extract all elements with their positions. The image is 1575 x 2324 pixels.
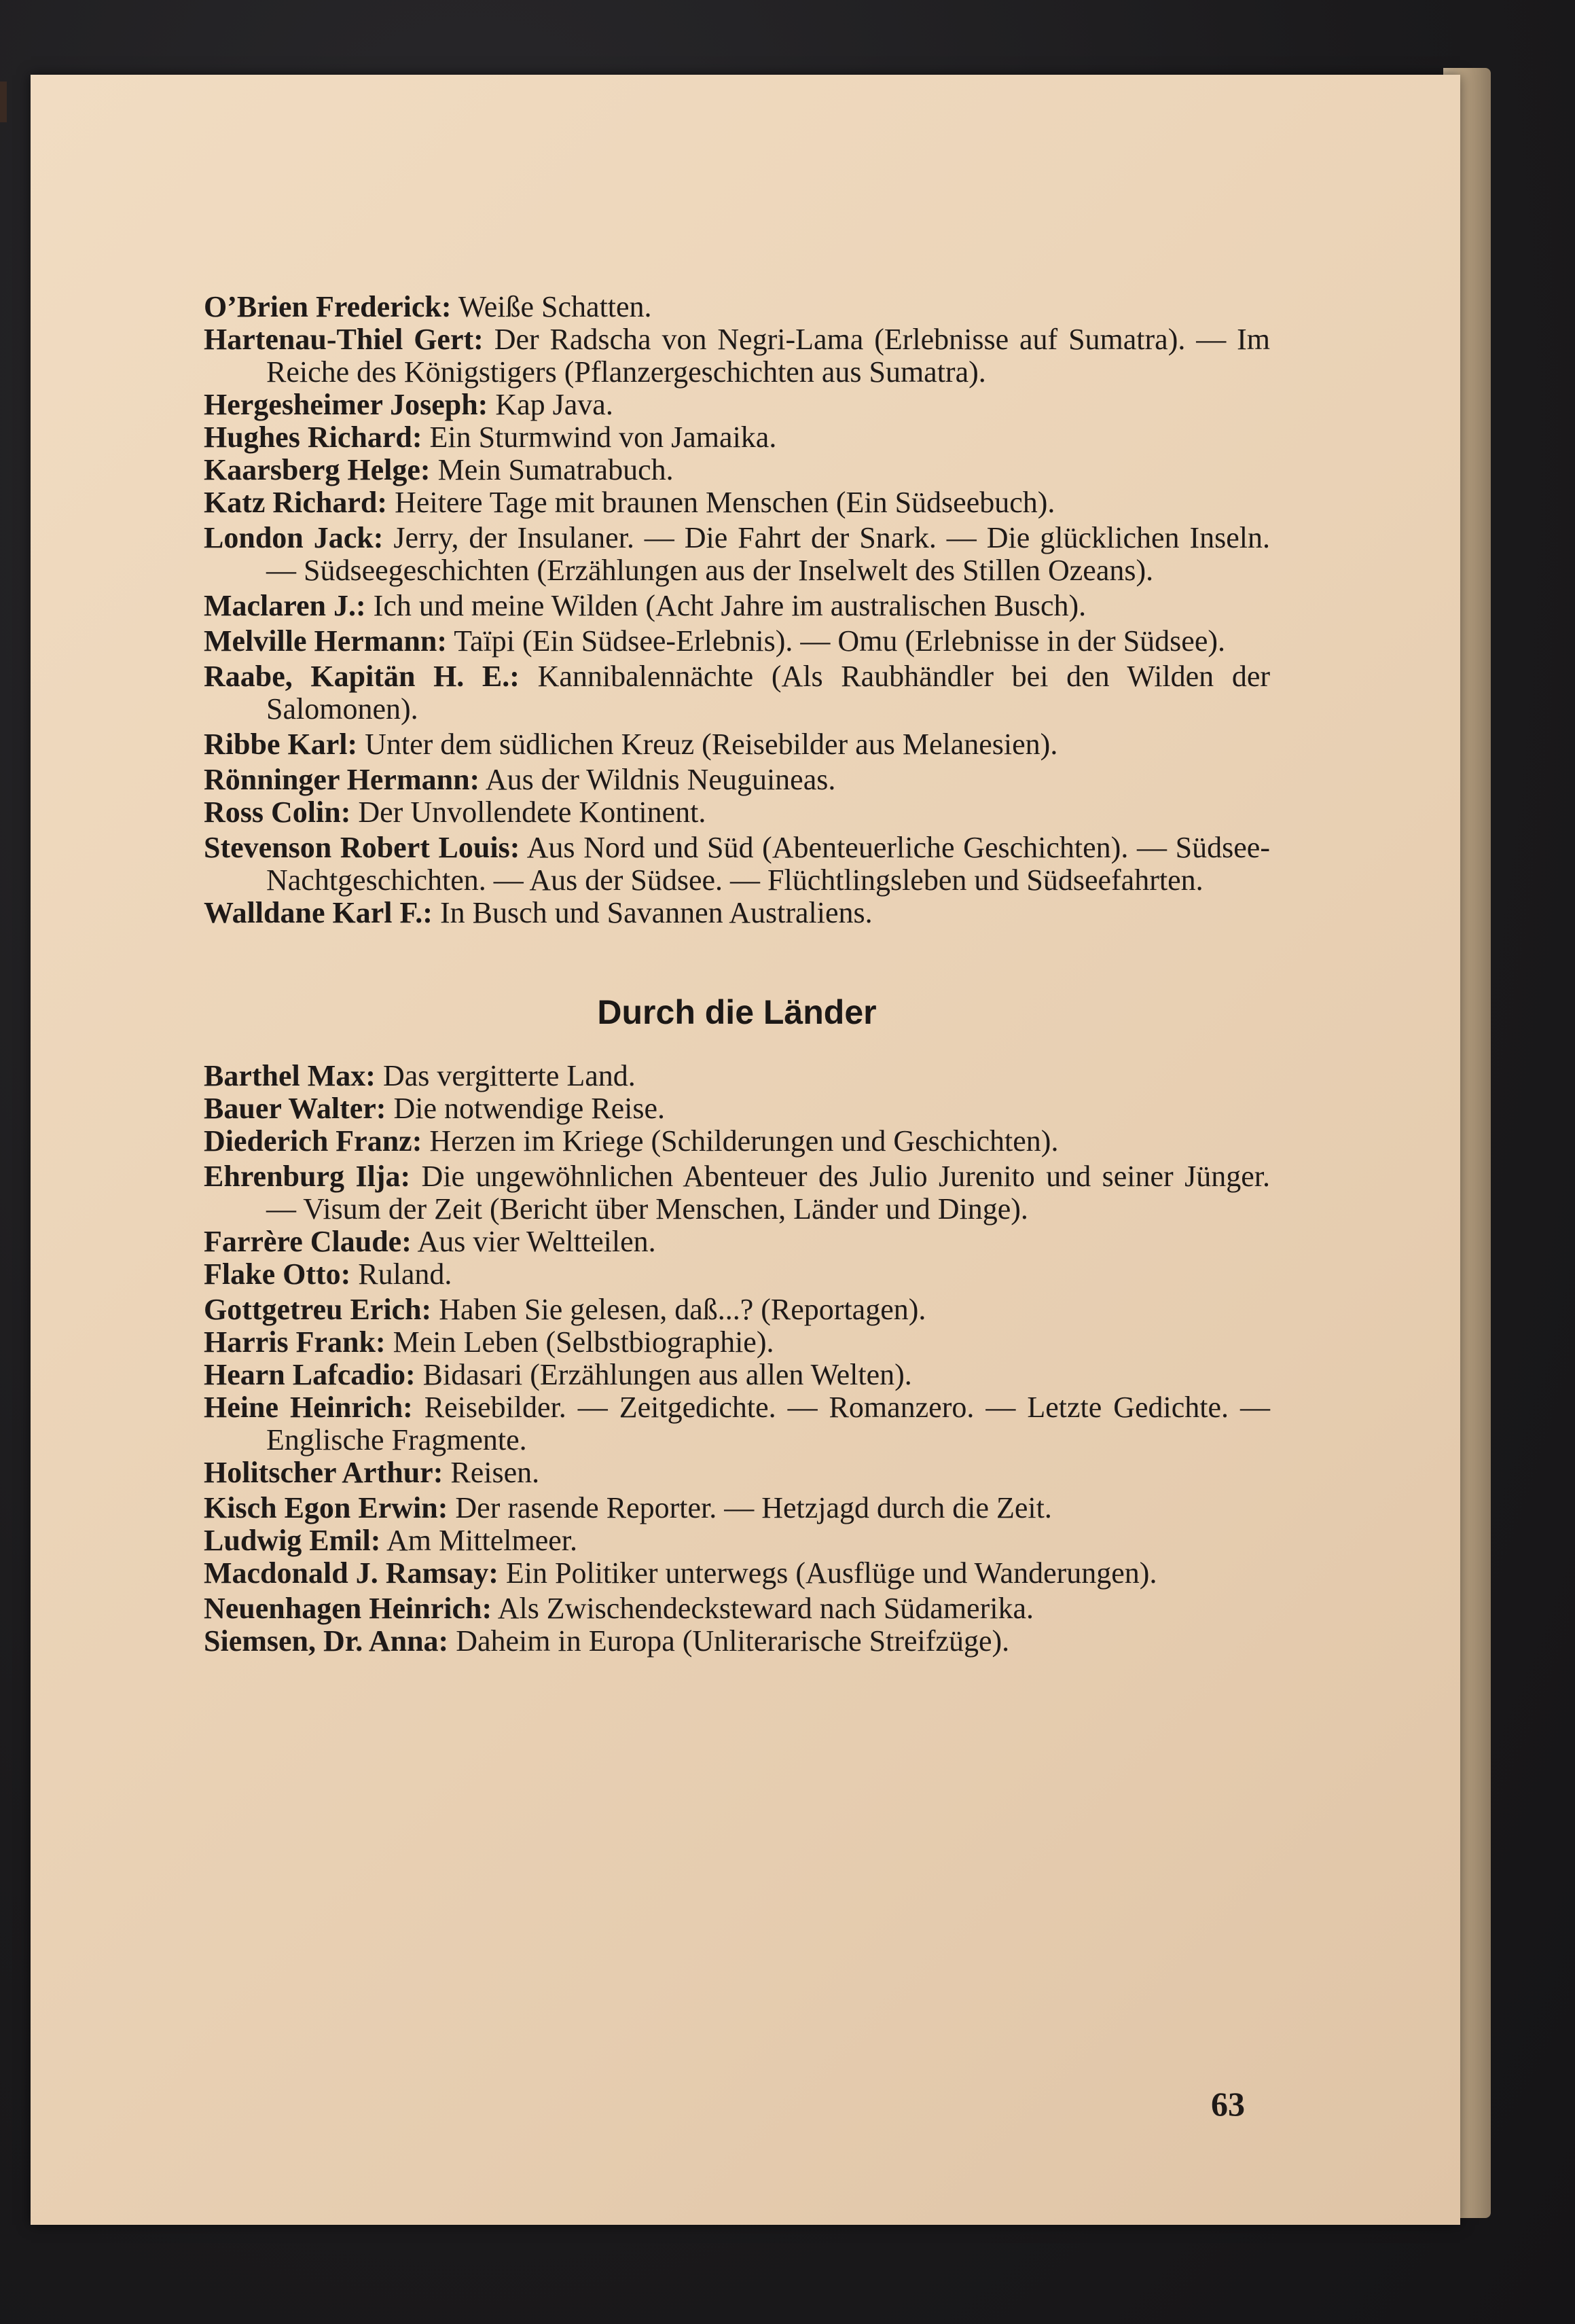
bibliography-entry bbox=[204, 1060, 1270, 1092]
bibliography-entry bbox=[204, 1625, 1270, 1658]
entry-author: Raabe, Kapitän H. E.: bbox=[204, 660, 520, 693]
entry-works: Aus der Wildnis Neuguineas. bbox=[485, 763, 836, 796]
entry-works: Jerry, der Insulaner. — Die Fahrt der Snark. — Die glücklichen Inseln. — Südseegeschichten (Erzählungen aus der Inselwelt des Stillen Ozeans). bbox=[266, 521, 1271, 587]
entry-works: Unter dem südlichen Kreuz (Reisebilder aus Melanesien). bbox=[365, 728, 1058, 761]
entry-author: Hartenau-Thiel Gert: bbox=[204, 323, 484, 356]
entry-works: Heitere Tage mit braunen Menschen (Ein Südseebuch). bbox=[395, 486, 1055, 519]
entry-author: Gottgetreu Erich: bbox=[204, 1293, 432, 1326]
bibliography-entry bbox=[204, 1125, 1270, 1158]
bibliography-entry bbox=[204, 625, 1270, 658]
entry-author: Farrère Claude: bbox=[204, 1225, 412, 1258]
bibliography-entry bbox=[204, 796, 1270, 829]
bibliography-entry bbox=[204, 728, 1270, 761]
entry-author: Ehrenburg Ilja: bbox=[204, 1160, 411, 1193]
entry-author: Heine Heinrich: bbox=[204, 1391, 413, 1424]
text-column bbox=[204, 291, 1270, 1658]
bibliography-entry bbox=[204, 1359, 1270, 1391]
entry-author: Ludwig Emil: bbox=[204, 1524, 381, 1557]
entry-author: Ross Colin: bbox=[204, 795, 351, 829]
entry-works: Die notwendige Reise. bbox=[393, 1092, 666, 1125]
entry-author: Holitscher Arthur: bbox=[204, 1456, 443, 1489]
bibliography-entry bbox=[204, 590, 1270, 622]
entry-works: Mein Leben (Selbstbiographie). bbox=[393, 1325, 774, 1359]
entry-works: Haben Sie gelesen, daß...? (Reportagen). bbox=[439, 1293, 926, 1326]
entry-works: Als Zwischendecksteward nach Südamerika. bbox=[497, 1592, 1034, 1625]
page-number: 63 bbox=[1211, 2085, 1245, 2123]
entry-works: Die ungewöhnlichen Abenteuer des Julio Jurenito und seiner Jünger. — Visum der Zeit (Bericht über Menschen, Länder und Dinge). bbox=[266, 1160, 1271, 1226]
entry-author: Siemsen, Dr. Anna: bbox=[204, 1624, 449, 1658]
entry-works: Bidasari (Erzählungen aus allen Welten). bbox=[422, 1358, 912, 1391]
bibliography-entry bbox=[204, 660, 1270, 726]
entry-works: Kannibalennächte (Als Raubhändler bei den Wilden der Salomonen). bbox=[266, 660, 1270, 726]
entry-works: In Busch und Savannen Australiens. bbox=[439, 896, 873, 929]
entry-works: Taïpi (Ein Südsee-Erlebnis). — Omu (Erlebnisse in der Südsee). bbox=[454, 624, 1226, 658]
entry-author: Neuenhagen Heinrich: bbox=[204, 1592, 492, 1625]
entry-works: Daheim in Europa (Unliterarische Streifzüge). bbox=[456, 1624, 1010, 1658]
bibliography-entry bbox=[204, 323, 1270, 389]
bibliography-entry bbox=[204, 1326, 1270, 1359]
entry-author: Ribbe Karl: bbox=[204, 728, 358, 761]
bibliography-entry bbox=[204, 832, 1270, 897]
entry-works: Kap Java. bbox=[495, 388, 613, 421]
bibliography-entry bbox=[204, 1492, 1270, 1524]
entry-works: Das vergitterte Land. bbox=[382, 1059, 636, 1092]
entry-works: Ich und meine Wilden (Acht Jahre im australischen Busch). bbox=[373, 589, 1087, 622]
entry-author: Flake Otto: bbox=[204, 1257, 351, 1291]
entry-author: Macdonald J. Ramsay: bbox=[204, 1556, 499, 1590]
bibliography-entry bbox=[204, 1160, 1270, 1226]
entry-author: Hughes Richard: bbox=[204, 421, 422, 454]
entry-author: Kisch Egon Erwin: bbox=[204, 1491, 448, 1524]
entry-author: Hergesheimer Joseph: bbox=[204, 388, 488, 421]
entry-author: Walldane Karl F.: bbox=[204, 896, 433, 929]
entry-works: Ein Sturmwind von Jamaika. bbox=[429, 421, 777, 454]
entry-works: Aus Nord und Süd (Abenteuerliche Geschichten). — Südsee-Nachtgeschichten. — Aus der Südsee. — Flüchtlingsleben und Südseefahrten. bbox=[266, 831, 1270, 897]
entry-author: Hearn Lafcadio: bbox=[204, 1358, 416, 1391]
entry-author: Maclaren J.: bbox=[204, 589, 366, 622]
bibliography-list-south-seas bbox=[204, 291, 1270, 929]
entry-author: Rönninger Hermann: bbox=[204, 763, 480, 796]
bibliography-entry bbox=[204, 764, 1270, 796]
entry-author: Kaarsberg Helge: bbox=[204, 453, 431, 486]
entry-author: O’Brien Frederick: bbox=[204, 290, 452, 323]
entry-author: Stevenson Robert Louis: bbox=[204, 831, 520, 864]
bibliography-list-durch-die-laender bbox=[204, 1060, 1270, 1658]
bibliography-entry bbox=[204, 1092, 1270, 1125]
entry-works: Am Mittelmeer. bbox=[386, 1524, 578, 1557]
entry-works: Ein Politiker unterwegs (Ausflüge und Wanderungen). bbox=[505, 1556, 1157, 1590]
bibliography-entry bbox=[204, 1391, 1270, 1456]
bibliography-entry bbox=[204, 291, 1270, 323]
entry-works: Mein Sumatrabuch. bbox=[437, 453, 674, 486]
entry-author: Katz Richard: bbox=[204, 486, 388, 519]
entry-works: Weiße Schatten. bbox=[458, 290, 652, 323]
bibliography-entry bbox=[204, 1456, 1270, 1489]
bibliography-entry bbox=[204, 1293, 1270, 1326]
entry-works: Der Unvollendete Kontinent. bbox=[358, 795, 706, 829]
entry-works: Reisen. bbox=[450, 1456, 540, 1489]
entry-author: Barthel Max: bbox=[204, 1059, 376, 1092]
entry-works: Der rasende Reporter. — Hetzjagd durch die Zeit. bbox=[455, 1491, 1052, 1524]
bibliography-entry bbox=[204, 1592, 1270, 1625]
entry-author: Bauer Walter: bbox=[204, 1092, 386, 1125]
entry-author: Harris Frank: bbox=[204, 1325, 386, 1359]
entry-works: Herzen im Kriege (Schilderungen und Geschichten). bbox=[429, 1124, 1059, 1158]
entry-author: Diederich Franz: bbox=[204, 1124, 422, 1158]
entry-author: London Jack: bbox=[204, 521, 384, 554]
bibliography-entry bbox=[204, 522, 1270, 587]
bibliography-entry bbox=[204, 1258, 1270, 1291]
bibliography-entry bbox=[204, 1524, 1270, 1557]
section-heading: Durch die Länder bbox=[597, 993, 877, 1031]
bibliography-entry bbox=[204, 897, 1270, 929]
left-binding-edge bbox=[0, 82, 7, 122]
bibliography-entry bbox=[204, 1557, 1270, 1590]
bibliography-entry bbox=[204, 1226, 1270, 1258]
bibliography-entry bbox=[204, 486, 1270, 519]
entry-works: Reisebilder. — Zeitgedichte. — Romanzero. — Letzte Gedichte. — Englische Fragmente. bbox=[266, 1391, 1270, 1456]
bibliography-entry bbox=[204, 454, 1270, 486]
entry-works: Aus vier Weltteilen. bbox=[417, 1225, 656, 1258]
book-page bbox=[31, 75, 1460, 2225]
entry-works: Ruland. bbox=[358, 1257, 452, 1291]
entry-works: Der Radscha von Negri-Lama (Erlebnisse auf Sumatra). — Im Reiche des Königstigers (Pflanzergeschichten aus Sumatra). bbox=[266, 323, 1270, 389]
bibliography-entry bbox=[204, 389, 1270, 421]
entry-author: Melville Hermann: bbox=[204, 624, 448, 658]
bibliography-entry bbox=[204, 421, 1270, 454]
